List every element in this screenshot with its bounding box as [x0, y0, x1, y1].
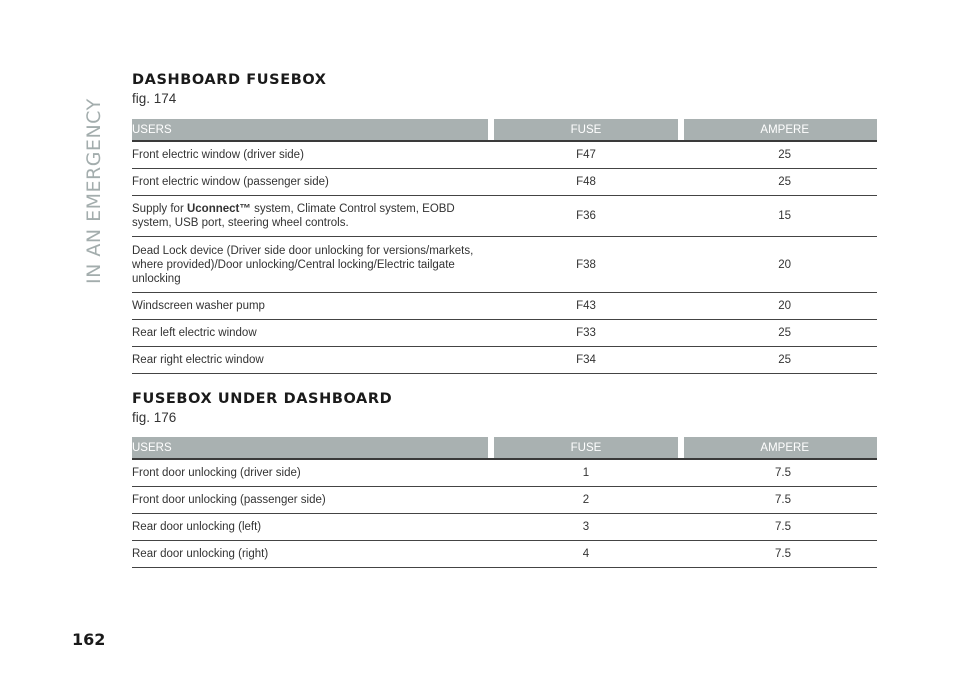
column-header-fuse: FUSE — [494, 119, 678, 141]
page-number: 162 — [72, 630, 106, 649]
cell-ampere: 7.5 — [684, 487, 877, 514]
table-row — [132, 196, 877, 237]
cell-fuse: F36 — [488, 196, 684, 237]
table-row — [132, 541, 877, 568]
table-row — [132, 237, 877, 293]
column-header-ampere: AMPERE — [684, 437, 877, 459]
cell-ampere: 25 — [684, 141, 877, 169]
table-row — [132, 487, 877, 514]
cell-users: Rear door unlocking (left) — [132, 514, 488, 541]
cell-ampere: 25 — [684, 320, 877, 347]
section-heading-dashboard-fusebox: DASHBOARD FUSEBOX — [132, 72, 327, 88]
cell-fuse: F47 — [488, 141, 684, 169]
cell-ampere: 25 — [684, 347, 877, 374]
cell-ampere: 20 — [684, 293, 877, 320]
table-row — [132, 293, 877, 320]
cell-ampere: 25 — [684, 169, 877, 196]
uconnect-brand-name: Uconnect™ — [186, 203, 251, 215]
chapter-side-title — [82, 52, 106, 284]
cell-ampere: 7.5 — [684, 541, 877, 568]
cell-fuse: 1 — [488, 459, 684, 487]
cell-users-prefix: Supply for — [132, 203, 187, 215]
column-header-users: USERS — [132, 119, 488, 141]
cell-users — [132, 196, 488, 237]
table-row — [132, 320, 877, 347]
chapter-side-title-text: IN AN EMERGENCY — [83, 98, 105, 284]
cell-users: Windscreen washer pump — [132, 293, 488, 320]
column-header-fuse: FUSE — [494, 437, 678, 459]
cell-fuse: F38 — [488, 237, 684, 293]
table-row — [132, 169, 877, 196]
cell-users: Front electric window (passenger side) — [132, 169, 488, 196]
cell-fuse: 3 — [488, 514, 684, 541]
cell-fuse: 2 — [488, 487, 684, 514]
cell-fuse: F48 — [488, 169, 684, 196]
table-row — [132, 141, 877, 169]
column-header-users: USERS — [132, 437, 488, 459]
cell-fuse: F34 — [488, 347, 684, 374]
cell-fuse: F43 — [488, 293, 684, 320]
fig-reference-174: fig. 174 — [132, 91, 177, 106]
dashboard-fusebox-table — [132, 119, 877, 374]
fusebox-under-dashboard-table — [132, 437, 877, 568]
cell-ampere: 15 — [684, 196, 877, 237]
cell-fuse: 4 — [488, 541, 684, 568]
cell-users: Front door unlocking (driver side) — [132, 459, 488, 487]
table-row — [132, 514, 877, 541]
cell-ampere: 20 — [684, 237, 877, 293]
cell-users: Rear left electric window — [132, 320, 488, 347]
fig-reference-176: fig. 176 — [132, 410, 177, 425]
cell-users: Rear right electric window — [132, 347, 488, 374]
cell-users: Rear door unlocking (right) — [132, 541, 488, 568]
column-header-ampere: AMPERE — [684, 119, 877, 141]
table-row — [132, 347, 877, 374]
cell-users-suffix: system, Climate Control system, EOBD system, USB port, steering wheel controls. — [132, 203, 455, 229]
cell-users: Front electric window (driver side) — [132, 141, 488, 169]
table-row — [132, 459, 877, 487]
cell-users: Front door unlocking (passenger side) — [132, 487, 488, 514]
section-heading-fusebox-under-dashboard: FUSEBOX UNDER DASHBOARD — [132, 391, 393, 407]
cell-fuse: F33 — [488, 320, 684, 347]
cell-ampere: 7.5 — [684, 514, 877, 541]
table-header-row — [132, 437, 877, 459]
cell-ampere: 7.5 — [684, 459, 877, 487]
cell-users: Dead Lock device (Driver side door unlocking for versions/markets, where provided)/Door unlocking/Central locking/Electric tailgate unlocking — [132, 237, 488, 293]
table-header-row — [132, 119, 877, 141]
